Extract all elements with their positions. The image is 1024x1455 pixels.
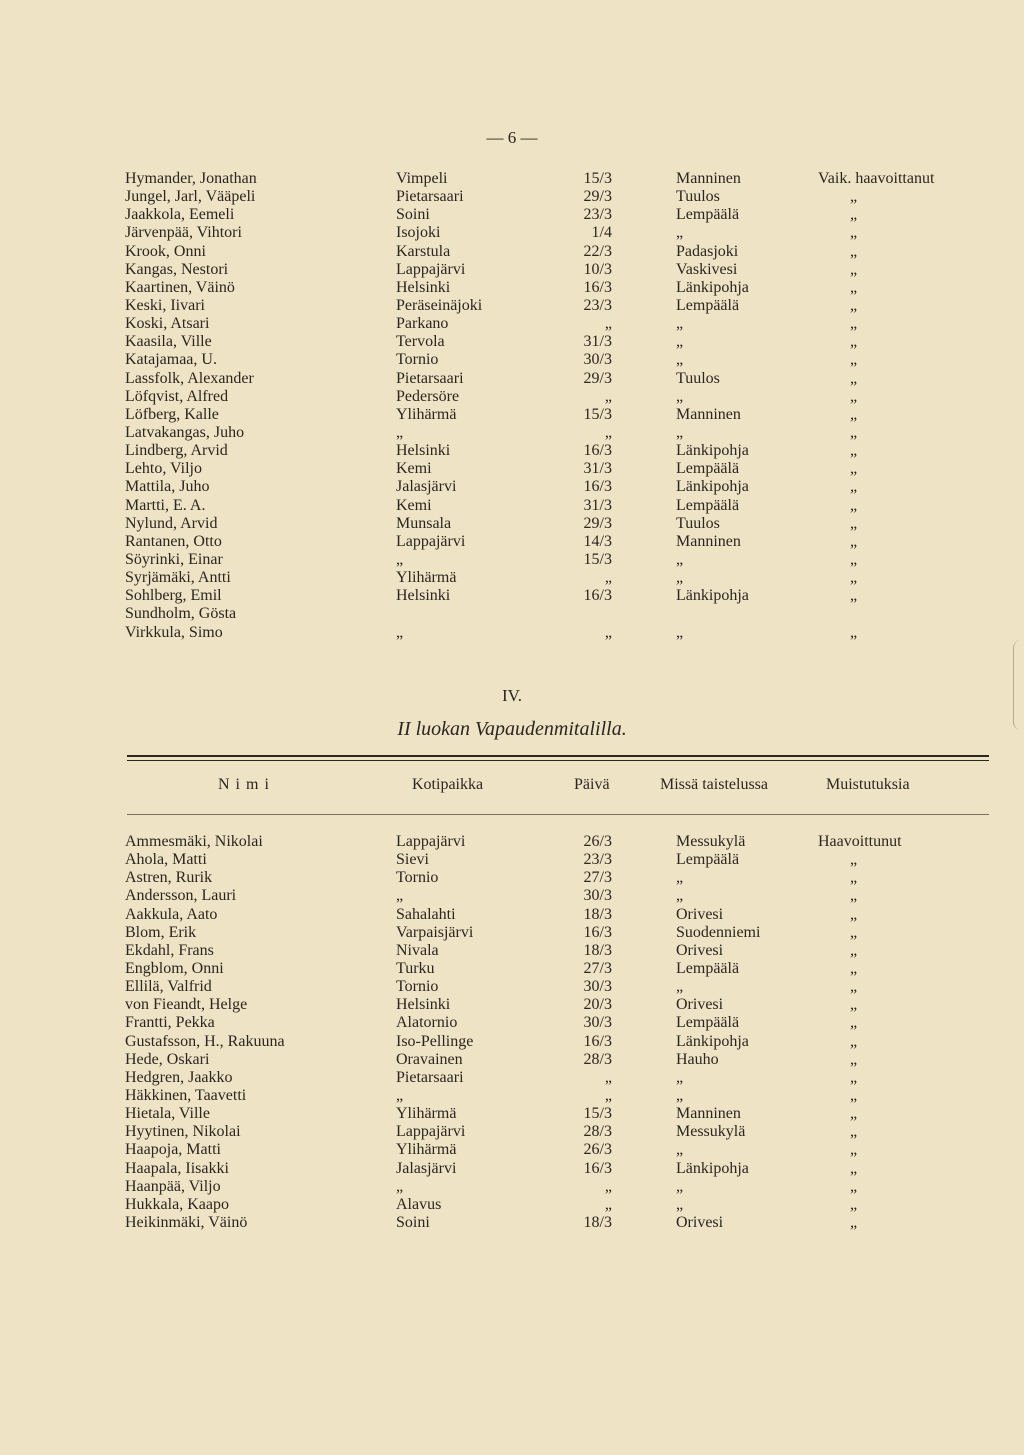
date-cell: 30/3 [583, 978, 612, 996]
note-cell: „ [850, 959, 858, 977]
battle-cell: Messukylä [676, 833, 746, 850]
note-cell: „ [850, 1105, 858, 1123]
note-cell: „ [850, 1086, 858, 1104]
table-row [0, 406, 1024, 424]
battle-cell: Manninen [676, 532, 741, 550]
note-cell: „ [850, 260, 858, 278]
table-row [0, 1105, 1024, 1123]
note-cell: „ [850, 423, 858, 441]
place-cell: Vimpeli [396, 170, 448, 187]
battle-cell: Manninen [676, 170, 741, 187]
battle-cell: Lempäälä [676, 206, 740, 224]
table-row [0, 478, 1024, 496]
date-cell: 22/3 [583, 242, 612, 260]
note-cell: „ [850, 496, 858, 514]
note-cell: „ [850, 460, 858, 478]
place-cell: Ylihärmä [396, 405, 457, 423]
date-cell: 29/3 [583, 514, 612, 532]
table-row [0, 587, 1024, 605]
battle-cell: Länkipohja [676, 478, 749, 496]
name-cell: Aakkula, Aato [125, 905, 218, 923]
date-cell: 18/3 [583, 1213, 612, 1231]
header-place: Kotipaikka [412, 776, 484, 793]
name-cell: Martti, E. A. [125, 496, 206, 514]
name-cell: Latvakangas, Juho [125, 423, 245, 441]
name-cell: Hede, Oskari [125, 1050, 210, 1068]
battle-cell: „ [676, 224, 684, 242]
table-row [0, 978, 1024, 996]
table-row [0, 924, 1024, 942]
place-cell: Varpaisjärvi [396, 923, 474, 941]
battle-cell: „ [676, 1141, 684, 1159]
page-number: — 6 — [486, 128, 538, 147]
date-cell: 15/3 [583, 170, 612, 187]
table-row [0, 497, 1024, 515]
date-cell: 31/3 [583, 496, 612, 514]
date-cell: 15/3 [583, 1105, 612, 1123]
table-row [0, 1033, 1024, 1051]
battle-cell: „ [676, 550, 684, 568]
place-cell: Lappajärvi [396, 833, 466, 850]
note-cell: „ [850, 242, 858, 260]
note-cell: „ [850, 1213, 858, 1231]
place-cell: Oravainen [396, 1050, 463, 1068]
note-cell: „ [850, 869, 858, 887]
table-row [0, 551, 1024, 569]
battle-cell: „ [676, 351, 684, 369]
battle-cell: „ [676, 1086, 684, 1104]
battle-cell: Manninen [676, 405, 741, 423]
note-cell: „ [850, 278, 858, 296]
table-row [0, 1141, 1024, 1159]
name-cell: Hymander, Jonathan [125, 170, 257, 187]
name-cell: Hietala, Ville [125, 1105, 210, 1123]
place-cell: Tornio [396, 351, 439, 369]
name-cell: Katajamaa, U. [125, 351, 217, 369]
date-cell: 28/3 [583, 1123, 612, 1141]
date-cell: „ [604, 1195, 612, 1213]
battle-cell: Länkipohja [676, 1032, 749, 1050]
battle-cell: Vaskivesi [676, 260, 738, 278]
date-cell: 20/3 [583, 996, 612, 1014]
date-cell: 16/3 [583, 1032, 612, 1050]
date-cell: 31/3 [583, 333, 612, 351]
place-cell: Iso-Pellinge [396, 1032, 474, 1050]
name-cell: Järvenpää, Vihtori [125, 224, 242, 242]
battle-cell: „ [676, 333, 684, 351]
table-row [0, 1069, 1024, 1087]
name-cell: Lindberg, Arvid [125, 442, 228, 460]
place-cell: Soini [396, 206, 430, 224]
date-cell: 26/3 [583, 833, 612, 850]
table-row [0, 942, 1024, 960]
name-cell: Gustafsson, H., Rakuuna [125, 1032, 285, 1050]
name-cell: Haanpää, Viljo [125, 1177, 221, 1195]
place-cell: Alavus [396, 1195, 442, 1213]
table-row [0, 515, 1024, 533]
battle-cell: Hauho [676, 1050, 719, 1068]
name-cell: Rantanen, Otto [125, 532, 222, 550]
table-row [0, 351, 1024, 369]
date-cell: 18/3 [583, 941, 612, 959]
place-cell: „ [396, 887, 404, 905]
place-cell: Ylihärmä [396, 1105, 457, 1123]
table-row [0, 1014, 1024, 1032]
date-cell: 30/3 [583, 1014, 612, 1032]
date-cell: 1/4 [591, 224, 612, 242]
note-cell: Haavoittunut [818, 833, 902, 850]
table-row [0, 1160, 1024, 1178]
table-row [0, 279, 1024, 297]
name-cell: Frantti, Pekka [125, 1014, 215, 1032]
note-cell: „ [850, 188, 858, 206]
place-cell: „ [396, 423, 404, 441]
header-battle: Missä taistelussa [660, 776, 768, 793]
place-cell: Tornio [396, 869, 439, 887]
date-cell: 30/3 [583, 351, 612, 369]
place-cell: Pietarsaari [396, 188, 464, 206]
place-cell: Alatornio [396, 1014, 458, 1032]
name-cell: Kaartinen, Väinö [125, 278, 235, 296]
name-cell: Keski, Iivari [125, 296, 205, 314]
battle-cell: Lempäälä [676, 1014, 740, 1032]
name-cell: Mattila, Juho [125, 478, 210, 496]
date-cell: 14/3 [583, 532, 612, 550]
date-cell: 16/3 [583, 923, 612, 941]
battle-cell: „ [676, 423, 684, 441]
name-cell: Haapoja, Matti [125, 1141, 221, 1159]
note-cell: „ [850, 923, 858, 941]
battle-cell: „ [676, 315, 684, 333]
table-row [0, 533, 1024, 551]
name-cell: Blom, Erik [125, 923, 197, 941]
header-rule-bottom [127, 814, 989, 815]
battle-cell: „ [676, 387, 684, 405]
date-cell: „ [604, 423, 612, 441]
battle-cell: Länkipohja [676, 442, 749, 460]
date-cell: 16/3 [583, 278, 612, 296]
page-edge-mark [1013, 640, 1024, 730]
date-cell: 18/3 [583, 905, 612, 923]
battle-cell: „ [676, 1195, 684, 1213]
header-rule-top-thin [127, 760, 989, 761]
name-cell: Andersson, Lauri [125, 887, 237, 905]
place-cell: Helsinki [396, 278, 451, 296]
table-row [0, 887, 1024, 905]
name-cell: Hedgren, Jaakko [125, 1068, 233, 1086]
header-name: Nimi [218, 776, 275, 793]
name-cell: von Fieandt, Helge [125, 996, 248, 1014]
place-cell: Ylihärmä [396, 1141, 457, 1159]
table-row [0, 569, 1024, 587]
place-cell: Lappajärvi [396, 1123, 466, 1141]
battle-cell: Lempäälä [676, 959, 740, 977]
battle-cell: Lempäälä [676, 460, 740, 478]
table-row [0, 243, 1024, 261]
note-cell: „ [850, 1123, 858, 1141]
name-cell: Ellilä, Valfrid [125, 978, 212, 996]
place-cell: Nivala [396, 941, 439, 959]
date-cell: 16/3 [583, 1159, 612, 1177]
battle-cell: „ [676, 978, 684, 996]
name-cell: Jaakkola, Eemeli [125, 206, 235, 224]
note-cell: „ [850, 1068, 858, 1086]
place-cell: Karstula [396, 242, 451, 260]
name-cell: Häkkinen, Taavetti [125, 1086, 247, 1104]
battle-cell: „ [676, 869, 684, 887]
date-cell: 23/3 [583, 851, 612, 869]
place-cell: Jalasjärvi [396, 478, 457, 496]
date-cell: 28/3 [583, 1050, 612, 1068]
name-cell: Ammesmäki, Nikolai [125, 833, 263, 850]
name-cell: Jungel, Jarl, Vääpeli [125, 188, 256, 206]
place-cell: Pedersöre [396, 387, 460, 405]
section-1-table [0, 170, 1024, 642]
section-2-table [0, 833, 1024, 1232]
table-row [0, 297, 1024, 315]
table-row [0, 1051, 1024, 1069]
note-cell: „ [850, 442, 858, 460]
table-row [0, 869, 1024, 887]
place-cell: Sahalahti [396, 905, 456, 923]
name-cell: Ekdahl, Frans [125, 941, 214, 959]
battle-cell: „ [676, 569, 684, 587]
date-cell: „ [604, 1068, 612, 1086]
note-cell: „ [850, 887, 858, 905]
name-cell: Krook, Onni [125, 242, 206, 260]
note-cell: „ [850, 550, 858, 568]
note-cell: „ [850, 387, 858, 405]
place-cell: Tervola [396, 333, 445, 351]
place-cell: Helsinki [396, 587, 451, 605]
date-cell: 23/3 [583, 206, 612, 224]
note-cell: „ [850, 941, 858, 959]
battle-cell: Orivesi [676, 996, 724, 1014]
header-rule-top [127, 755, 989, 757]
place-cell: Helsinki [396, 996, 451, 1014]
place-cell: Turku [396, 959, 435, 977]
battle-cell: „ [676, 1177, 684, 1195]
battle-cell: Manninen [676, 1105, 741, 1123]
date-cell: „ [604, 315, 612, 333]
date-cell: 29/3 [583, 188, 612, 206]
date-cell: „ [604, 1177, 612, 1195]
battle-cell: Länkipohja [676, 587, 749, 605]
place-cell: Isojoki [396, 224, 441, 242]
battle-cell: „ [676, 1068, 684, 1086]
note-cell: „ [850, 1014, 858, 1032]
table-row [0, 388, 1024, 406]
table-row [0, 1123, 1024, 1141]
note-cell: „ [850, 1050, 858, 1068]
date-cell: 27/3 [583, 959, 612, 977]
table-row [0, 206, 1024, 224]
place-cell: Peräseinäjoki [396, 296, 483, 314]
date-cell: 16/3 [583, 587, 612, 605]
place-cell: Parkano [396, 315, 449, 333]
battle-cell: „ [676, 623, 684, 641]
note-cell: „ [850, 1032, 858, 1050]
battle-cell: Tuulos [676, 514, 720, 532]
header-note: Muistutuksia [826, 776, 910, 793]
date-cell: „ [604, 1086, 612, 1104]
table-row [0, 960, 1024, 978]
battle-cell: Tuulos [676, 188, 720, 206]
name-cell: Hukkala, Kaapo [125, 1195, 229, 1213]
note-cell: „ [850, 532, 858, 550]
table-row [0, 460, 1024, 478]
table-row [0, 370, 1024, 388]
table-row [0, 851, 1024, 869]
date-cell: 16/3 [583, 478, 612, 496]
table-row [0, 188, 1024, 206]
note-cell: „ [850, 978, 858, 996]
date-cell: 30/3 [583, 887, 612, 905]
place-cell: Tornio [396, 978, 439, 996]
battle-cell: Orivesi [676, 905, 724, 923]
place-cell: Ylihärmä [396, 569, 457, 587]
table-row [0, 1214, 1024, 1232]
table-row [0, 906, 1024, 924]
table-row [0, 1196, 1024, 1214]
battle-cell: Länkipohja [676, 1159, 749, 1177]
place-cell: Pietarsaari [396, 369, 464, 387]
note-cell: „ [850, 296, 858, 314]
name-cell: Löfqvist, Alfred [125, 387, 229, 405]
battle-cell: Lempäälä [676, 296, 740, 314]
note-cell: „ [850, 351, 858, 369]
note-cell: „ [850, 333, 858, 351]
place-cell: „ [396, 1086, 404, 1104]
battle-cell: „ [676, 887, 684, 905]
table-row [0, 624, 1024, 642]
date-cell: „ [604, 623, 612, 641]
table-row [0, 833, 1024, 851]
note-cell: „ [850, 851, 858, 869]
note-cell: „ [850, 905, 858, 923]
name-cell: Hyytinen, Nikolai [125, 1123, 241, 1141]
header-date: Päivä [574, 776, 610, 793]
place-cell: Lappajärvi [396, 260, 466, 278]
note-cell: „ [850, 996, 858, 1014]
name-cell: Lehto, Viljo [125, 460, 202, 478]
table-row [0, 224, 1024, 242]
note-cell: Vaik. haavoittanut [818, 170, 935, 187]
note-cell: „ [850, 206, 858, 224]
place-cell: Lappajärvi [396, 532, 466, 550]
place-cell: Munsala [396, 514, 452, 532]
note-cell: „ [850, 1159, 858, 1177]
note-cell: „ [850, 1177, 858, 1195]
table-row [0, 333, 1024, 351]
name-cell: Ahola, Matti [125, 851, 207, 869]
place-cell: Sievi [396, 851, 429, 869]
name-cell: Koski, Atsari [125, 315, 210, 333]
battle-cell: Messukylä [676, 1123, 746, 1141]
name-cell: Kaasila, Ville [125, 333, 212, 351]
name-cell: Kangas, Nestori [125, 260, 229, 278]
note-cell: „ [850, 369, 858, 387]
table-row [0, 1087, 1024, 1105]
date-cell: 15/3 [583, 550, 612, 568]
place-cell: Jalasjärvi [396, 1159, 457, 1177]
table-row [0, 261, 1024, 279]
battle-cell: Länkipohja [676, 278, 749, 296]
place-cell: „ [396, 623, 404, 641]
table-row [0, 1178, 1024, 1196]
name-cell: Syrjämäki, Antti [125, 569, 231, 587]
place-cell: Pietarsaari [396, 1068, 464, 1086]
date-cell: „ [604, 387, 612, 405]
note-cell: „ [850, 1195, 858, 1213]
note-cell: „ [850, 224, 858, 242]
place-cell: Kemi [396, 496, 432, 514]
name-cell: Sohlberg, Emil [125, 587, 222, 605]
place-cell: „ [396, 550, 404, 568]
table-row [0, 170, 1024, 188]
name-cell: Virkkula, Simo [125, 623, 223, 641]
note-cell: „ [850, 569, 858, 587]
date-cell: 23/3 [583, 296, 612, 314]
battle-cell: Orivesi [676, 941, 724, 959]
battle-cell: Lempäälä [676, 496, 740, 514]
section-title: II luokan Vapaudenmitalilla. [397, 718, 627, 740]
date-cell: 16/3 [583, 442, 612, 460]
name-cell: Haapala, Iisakki [125, 1159, 229, 1177]
date-cell: 31/3 [583, 460, 612, 478]
table-row [0, 442, 1024, 460]
place-cell: „ [396, 1177, 404, 1195]
date-cell: 29/3 [583, 369, 612, 387]
battle-cell: Lempäälä [676, 851, 740, 869]
battle-cell: Padasjoki [676, 242, 739, 260]
battle-cell: Orivesi [676, 1213, 724, 1231]
table-row [0, 605, 1024, 623]
note-cell: „ [850, 315, 858, 333]
place-cell: Soini [396, 1213, 430, 1231]
date-cell: 15/3 [583, 405, 612, 423]
name-cell: Engblom, Onni [125, 959, 224, 977]
date-cell: 10/3 [583, 260, 612, 278]
note-cell: „ [850, 1141, 858, 1159]
date-cell: „ [604, 569, 612, 587]
table-row [0, 424, 1024, 442]
note-cell: „ [850, 623, 858, 641]
place-cell: Kemi [396, 460, 432, 478]
note-cell: „ [850, 514, 858, 532]
name-cell: Astren, Rurik [125, 869, 213, 887]
battle-cell: Tuulos [676, 369, 720, 387]
table-row [0, 996, 1024, 1014]
date-cell: 26/3 [583, 1141, 612, 1159]
note-cell: „ [850, 587, 858, 605]
name-cell: Heikinmäki, Väinö [125, 1213, 248, 1231]
date-cell: 27/3 [583, 869, 612, 887]
note-cell: „ [850, 405, 858, 423]
name-cell: Sundholm, Gösta [125, 605, 237, 623]
note-cell: „ [850, 478, 858, 496]
section-number: IV. [502, 686, 522, 705]
battle-cell: Suodenniemi [676, 923, 761, 941]
name-cell: Nylund, Arvid [125, 514, 218, 532]
place-cell: Helsinki [396, 442, 451, 460]
table-row [0, 315, 1024, 333]
name-cell: Söyrinki, Einar [125, 550, 223, 568]
name-cell: Löfberg, Kalle [125, 405, 219, 423]
name-cell: Lassfolk, Alexander [125, 369, 254, 387]
